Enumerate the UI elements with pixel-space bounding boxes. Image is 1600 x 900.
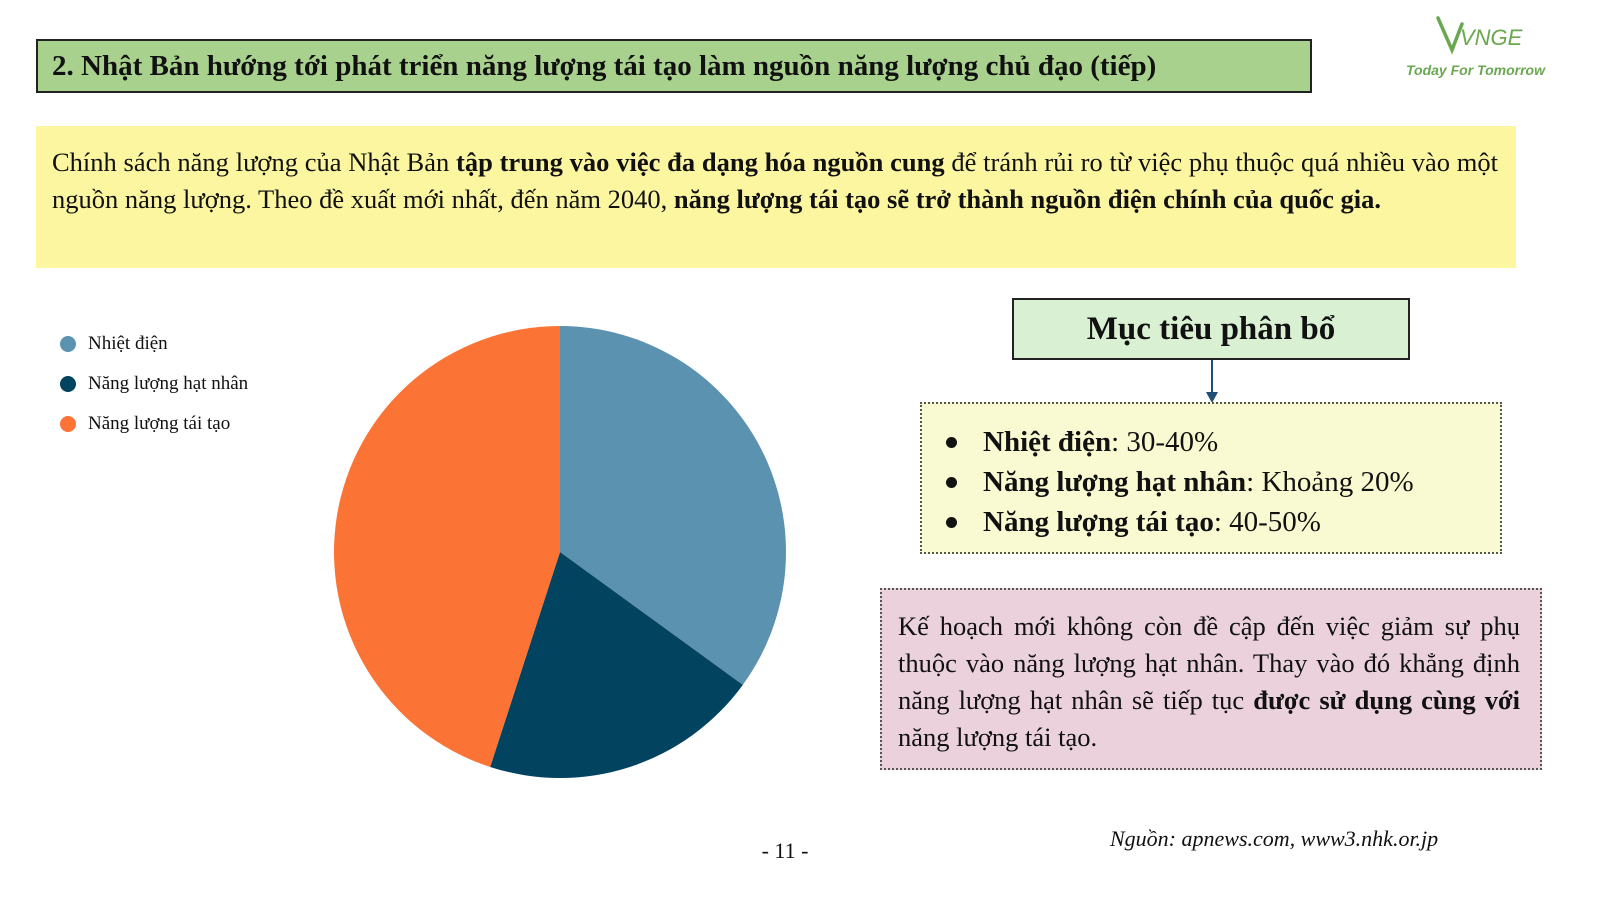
page-number: - 11 - <box>761 838 809 863</box>
intro-text-2: để tránh rủi ro từ việc phụ thuộc quá nhiều vào một nguồn năng lượng. Theo đề xuất mới nhất, đến năm 2040, <box>52 147 1498 214</box>
legend-dot <box>60 416 76 432</box>
target-item-thermal <box>946 422 1500 462</box>
target-item-value: : Khoảng 20% <box>1246 465 1414 498</box>
bullet-icon <box>946 437 957 448</box>
vnge-logo-mark <box>1398 10 1558 62</box>
note-text-1: Kế hoạch mới không còn đề cập đến việc giảm sự phụ thuộc vào năng lượng hạt nhân. Thay vào đó khẳng định năng lượng hạt nhân sẽ tiếp tục <box>898 611 1520 715</box>
pie-chart <box>330 322 790 782</box>
target-item-label: Năng lượng hạt nhân <box>983 465 1247 498</box>
bullet-icon <box>946 477 957 488</box>
target-item-nuclear <box>946 462 1500 502</box>
legend-label: Nhiệt điện <box>88 333 168 354</box>
target-item-label: Nhiệt điện <box>983 425 1112 458</box>
target-item-renewable <box>946 502 1500 542</box>
legend-item-thermal <box>60 324 248 364</box>
legend-label: Năng lượng tái tạo <box>88 413 231 434</box>
pie-chart-svg <box>330 322 790 782</box>
target-item-value: : 30-40% <box>1111 425 1219 458</box>
logo-tagline: Today For Tomorrow <box>1406 62 1545 78</box>
note-text-2: năng lượng tái tạo. <box>898 722 1098 752</box>
legend-dot <box>60 336 76 352</box>
logo-brand: VNGE <box>1460 25 1523 50</box>
target-heading: Mục tiêu phân bổ <box>1012 298 1410 360</box>
target-item-value: : 40-50% <box>1213 505 1321 538</box>
note-bold: được sử dụng cùng với <box>1253 685 1520 715</box>
intro-bold-1: tập trung vào việc đa dạng hóa nguồn cung <box>456 147 945 177</box>
source-citation: Nguồn: apnews.com, www3.nhk.or.jp <box>1110 826 1439 851</box>
intro-bold-2: năng lượng tái tạo sẽ trở thành nguồn điện chính của quốc gia. <box>673 184 1382 214</box>
target-item-label: Năng lượng tái tạo <box>983 505 1214 538</box>
bullet-icon <box>946 517 957 528</box>
intro-paragraph <box>36 126 1516 268</box>
legend-label: Năng lượng hạt nhân <box>88 373 249 394</box>
arrow-down-icon <box>1202 360 1222 404</box>
note-paragraph <box>880 588 1542 770</box>
chart-legend <box>60 324 248 444</box>
legend-item-nuclear <box>60 364 248 404</box>
vnge-logo <box>1398 10 1558 84</box>
slide-title: 2. Nhật Bản hướng tới phát triển năng lượng tái tạo làm nguồn năng lượng chủ đạo (tiếp) <box>36 39 1312 93</box>
legend-dot <box>60 376 76 392</box>
target-list <box>920 402 1502 554</box>
intro-text-1: Chính sách năng lượng của Nhật Bản <box>52 147 457 177</box>
legend-item-renewable <box>60 404 248 444</box>
